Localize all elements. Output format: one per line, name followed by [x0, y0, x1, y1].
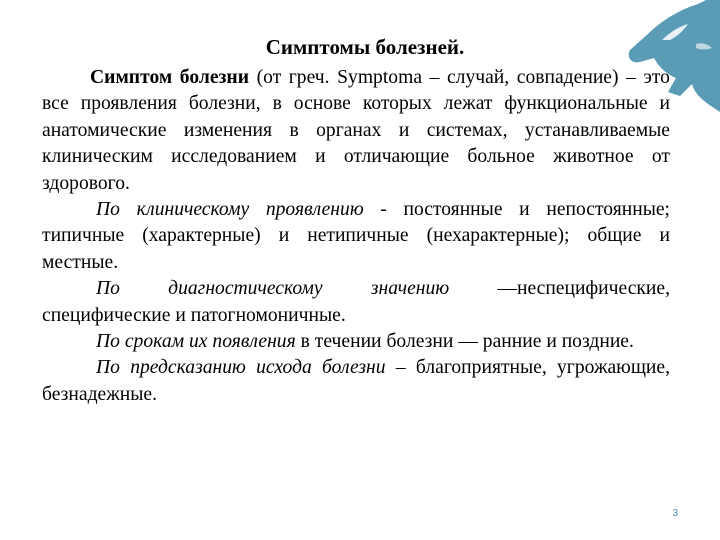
- classification-item: [42, 276, 670, 329]
- slide-title: Симптомы болезней.: [265, 35, 465, 59]
- classification-item: [42, 197, 670, 276]
- definition-term: Симптом болезни: [90, 67, 249, 88]
- definition-paragraph: [42, 65, 670, 197]
- classification-label: По клиническому проявлению: [96, 199, 364, 221]
- classification-text: в течении болезни — ранние и поздние.: [295, 331, 634, 353]
- classification-item: [42, 355, 670, 408]
- classification-label: По срокам их появления: [96, 331, 296, 353]
- classification-text: —неспецифические, специфические и патогномоничные.: [42, 278, 670, 326]
- classification-item: [42, 329, 670, 355]
- classification-label: По диагностическому значению: [96, 278, 450, 300]
- definition-text: (от греч. Symptoma – случай, совпадение) – это все проявления болезни, в основе которых лежат функциональные и анатомические изменения в органах и системах, устанавливаемые клиническим исследованием и отличающие больное животное от здорового.: [42, 67, 670, 194]
- classification-label: По предсказанию исхода болезни: [96, 357, 386, 379]
- classification-text: – благоприятные, угрожающие, безнадежные.: [42, 357, 670, 405]
- classification-text: - постоянные и непостоянные; типичные (характерные) и нетипичные (нехарактерные); общие и местные.: [42, 199, 670, 273]
- slide-body: [42, 65, 670, 408]
- page-number: 3: [672, 508, 678, 519]
